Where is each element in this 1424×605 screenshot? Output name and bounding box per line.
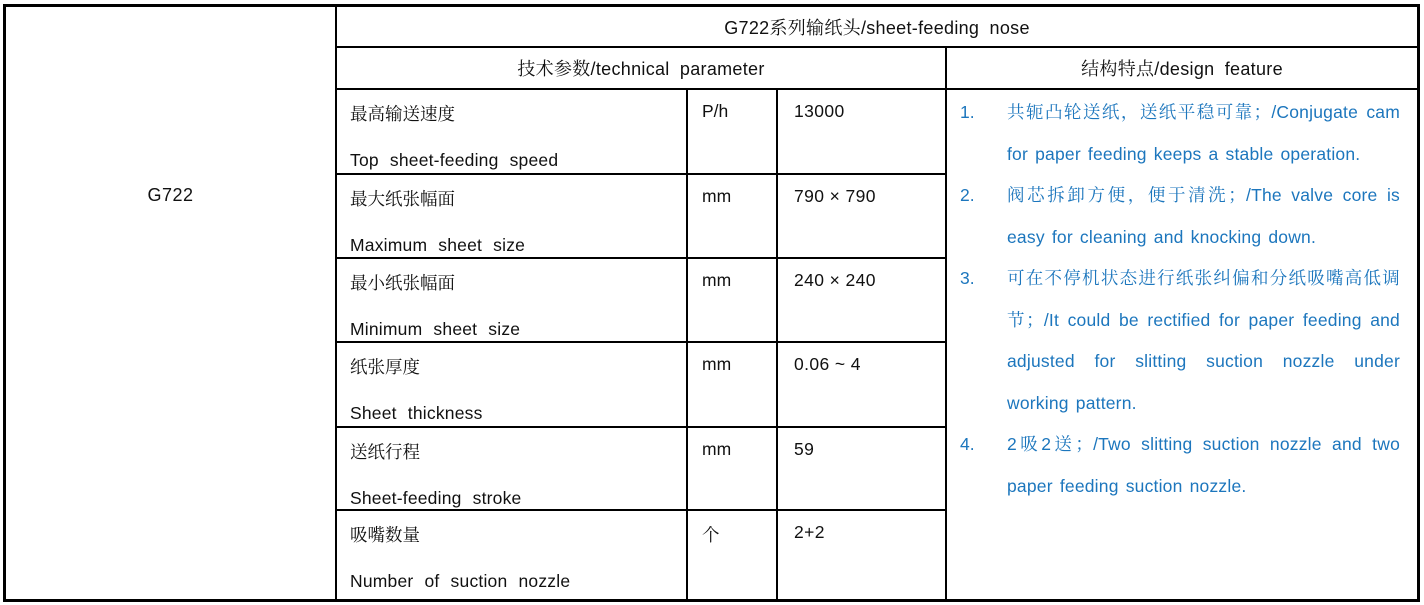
param-name-en: Sheet thickness [350,403,483,423]
feature-item [960,175,1400,258]
model-label: G722 [147,185,194,205]
param-name-cn: 纸张厚度 [350,357,420,377]
feature-number: 4. [960,434,975,454]
feature-number: 1. [960,102,975,122]
param-name-en: Top sheet-feeding speed [350,150,559,170]
table-title: G722系列输纸头/sheet-feeding nose [337,7,1417,48]
param-value-cell: 790 × 790 [778,175,947,259]
param-unit-cell: P/h [688,90,778,175]
feature-text: 阀芯拆卸方便，便于清洗；/The valve core is easy for cleaning and knocking down. [1007,185,1400,247]
param-name-en: Maximum sheet size [350,235,526,255]
feature-text: 2吸2送；/Two slitting suction nozzle and two paper feeding suction nozzle. [1007,434,1400,496]
param-name-cell [337,90,688,175]
param-name-cell [337,175,688,259]
feature-text: 可在不停机状态进行纸张纠偏和分纸吸嘴高低调节；/It could be rectified for paper feeding and adjusted for slitting suction nozzle under working pattern. [1007,268,1400,413]
design-feature-list [947,90,1417,599]
param-name-cell [337,259,688,343]
param-value-cell: 0.06 ~ 4 [778,343,947,428]
param-name-cn: 最大纸张幅面 [350,189,455,209]
param-unit-cell: mm [688,343,778,428]
param-name-en: Number of suction nozzle [350,571,571,591]
feature-text: 共轭凸轮送纸，送纸平稳可靠；/Conjugate cam for paper feeding keeps a stable operation. [1007,102,1400,164]
feature-item [960,92,1400,175]
param-name-cn: 吸嘴数量 [350,525,420,545]
param-name-cn: 最高输送速度 [350,104,455,124]
param-name-cell [337,511,688,599]
tech-params-header: 技术参数/technical parameter [337,48,947,90]
param-name-cn: 送纸行程 [350,442,420,462]
param-name-cell [337,428,688,511]
param-name-cn: 最小纸张幅面 [350,273,455,293]
param-unit-cell: mm [688,259,778,343]
feature-number: 2. [960,185,975,205]
feature-item [960,258,1400,424]
feature-number: 3. [960,268,975,288]
param-name-cell [337,343,688,428]
param-value-cell: 59 [778,428,947,511]
param-name-en: Sheet-feeding stroke [350,488,522,508]
design-features-header: 结构特点/design feature [947,48,1417,90]
param-unit-cell: mm [688,428,778,511]
param-name-en: Minimum sheet size [350,319,521,339]
spec-table [3,4,1420,602]
param-unit-cell: 个 [688,511,778,599]
model-cell [6,7,337,599]
param-value-cell: 240 × 240 [778,259,947,343]
param-value-cell: 2+2 [778,511,947,599]
feature-item [960,424,1400,507]
param-value-cell: 13000 [778,90,947,175]
param-unit-cell: mm [688,175,778,259]
